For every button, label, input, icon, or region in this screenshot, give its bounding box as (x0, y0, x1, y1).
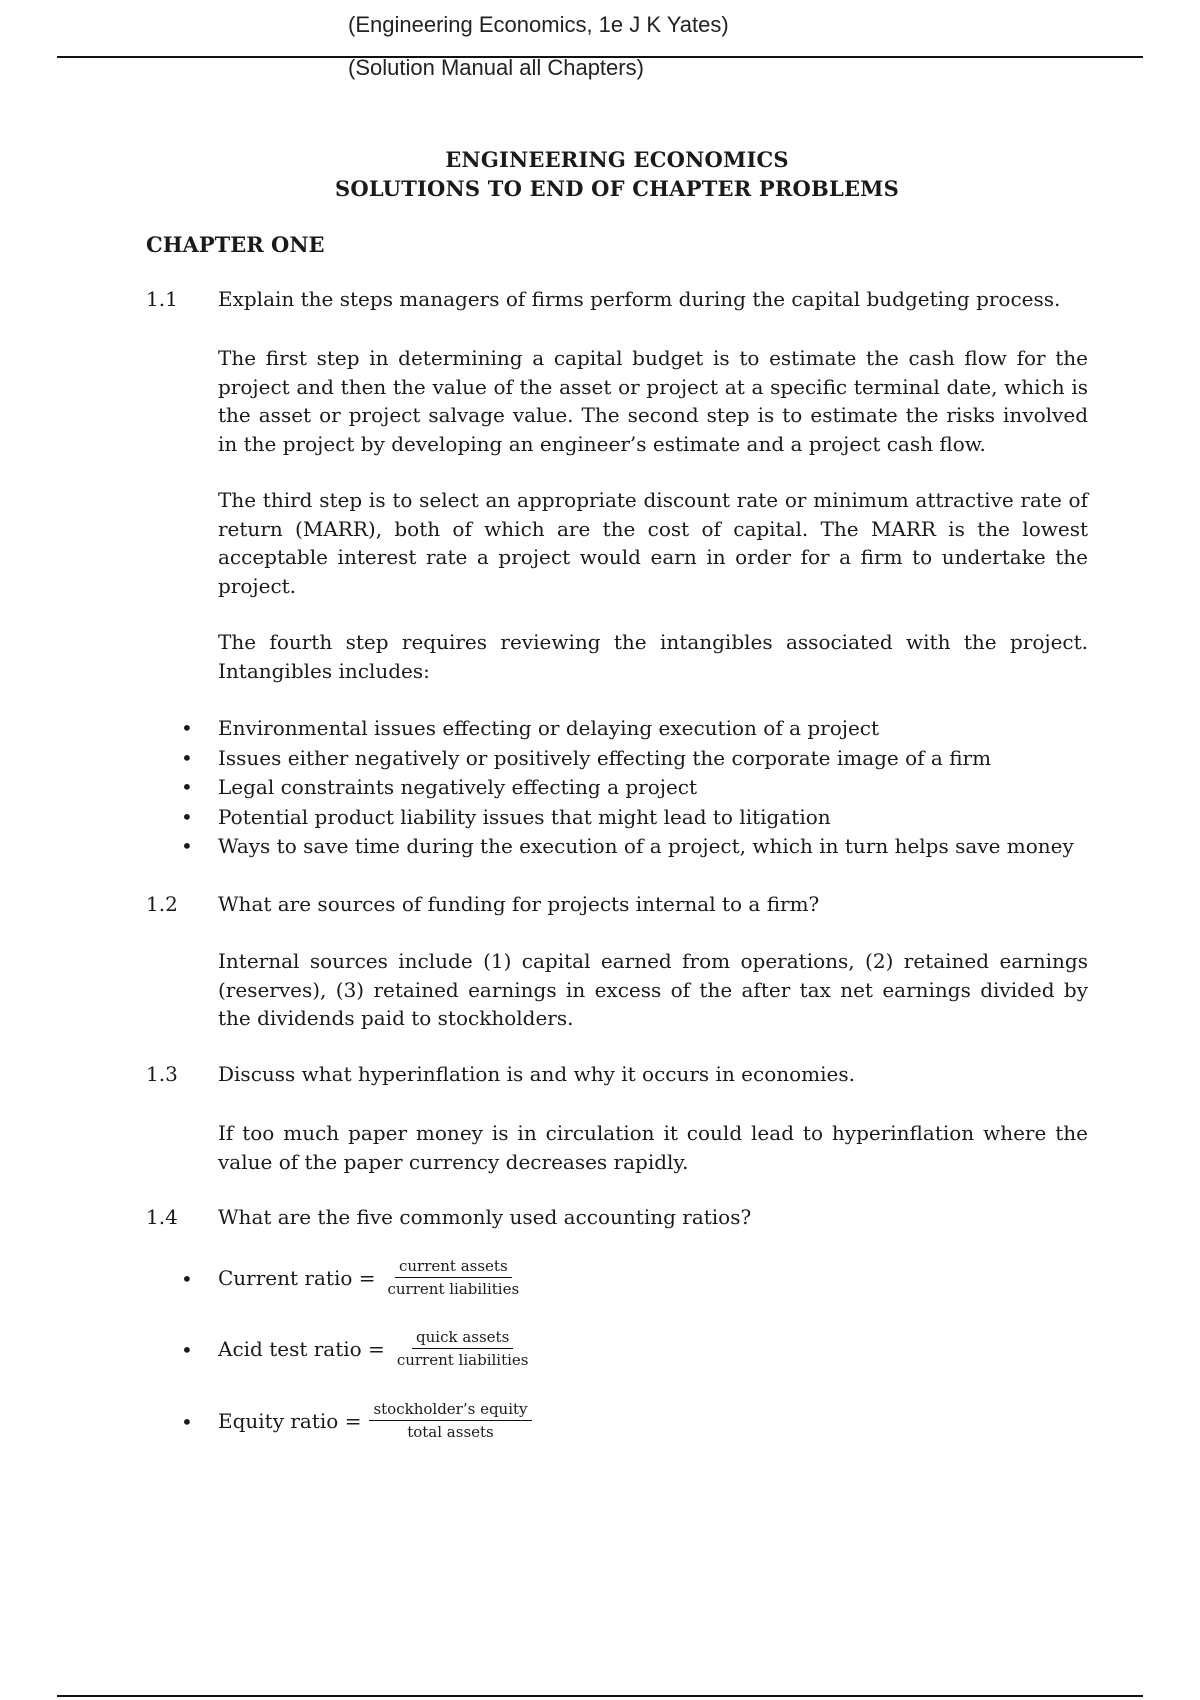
footer-rule (57, 1695, 1143, 1697)
bullet-icon: • (181, 746, 193, 770)
document-header-subtitle: (Solution Manual all Chapters) (348, 55, 644, 80)
bullet-icon: • (181, 1410, 193, 1434)
ratio-current (218, 1257, 523, 1298)
ratio-denominator: current liabilities (396, 1351, 529, 1369)
question-1-1: Explain the steps managers of firms perform during the capital budgeting process. (218, 287, 1061, 311)
bullet-icon: • (181, 834, 193, 858)
bullet-icon: • (181, 805, 193, 829)
ratio-label: Equity ratio = (218, 1408, 362, 1433)
ratio-numerator: quick assets (412, 1328, 513, 1349)
ratio-numerator: current assets (395, 1257, 512, 1278)
ratio-label: Current ratio = (218, 1265, 376, 1290)
bullet-icon: • (181, 1338, 193, 1362)
answer-1-1-paragraph-3: The fourth step requires reviewing the intangibles associated with the project. Intangibles includes: (218, 630, 1088, 683)
list-item: Legal constraints negatively effecting a project (218, 775, 698, 799)
question-number-1-3: 1.3 (146, 1062, 178, 1086)
ratio-numerator: stockholder’s equity (369, 1400, 531, 1421)
answer-1-2: Internal sources include (1) capital earned from operations, (2) retained earnings (reserves), (3) retained earnings in excess of the after tax net earnings divided by the dividends paid to stockholders. (218, 949, 1088, 1030)
question-number-1-4: 1.4 (146, 1205, 178, 1229)
ratio-denominator: current liabilities (387, 1280, 520, 1298)
question-1-2: What are sources of funding for projects internal to a firm? (218, 892, 820, 916)
answer-1-3: If too much paper money is in circulation it could lead to hyperinflation where the value of the paper currency decreases rapidly. (218, 1121, 1088, 1174)
ratio-fraction (384, 1257, 524, 1298)
list-item: Issues either negatively or positively effecting the corporate image of a firm (218, 746, 992, 770)
ratio-fraction (369, 1400, 531, 1441)
answer-1-1-paragraph-2: The third step is to select an appropriate discount rate or minimum attractive rate of return (MARR), both of which are the cost of capital. The MARR is the lowest acceptable interest rate a project would earn in order for a firm to undertake the project. (218, 488, 1088, 598)
question-number-1-1: 1.1 (146, 287, 178, 311)
answer-1-1-paragraph-1: The first step in determining a capital budget is to estimate the cash flow for the project and then the value of the asset or project at a specific terminal date, which is the asset or project salvage value. The second step is to estimate the risks involved in the project by developing an engineer’s estimate and a project cash flow. (218, 346, 1088, 456)
ratio-acid-test (218, 1328, 532, 1369)
question-1-4: What are the five commonly used accounting ratios? (218, 1205, 752, 1229)
page-subtitle: SOLUTIONS TO END OF CHAPTER PROBLEMS (335, 176, 899, 201)
document-header-title: (Engineering Economics, 1e J K Yates) (348, 12, 729, 37)
ratio-label: Acid test ratio = (218, 1336, 385, 1361)
bullet-icon: • (181, 716, 193, 740)
list-item: Ways to save time during the execution of a project, which in turn helps save money (218, 834, 1074, 858)
bullet-icon: • (181, 775, 193, 799)
ratio-denominator: total assets (407, 1423, 494, 1441)
list-item: Potential product liability issues that might lead to litigation (218, 805, 831, 829)
list-item: Environmental issues effecting or delaying execution of a project (218, 716, 880, 740)
page-title: ENGINEERING ECONOMICS (445, 147, 789, 172)
chapter-heading: CHAPTER ONE (146, 232, 325, 257)
question-number-1-2: 1.2 (146, 892, 178, 916)
question-1-3: Discuss what hyperinflation is and why it occurs in economies. (218, 1062, 856, 1086)
ratio-fraction (393, 1328, 533, 1369)
bullet-icon: • (181, 1267, 193, 1291)
ratio-equity (218, 1400, 532, 1441)
